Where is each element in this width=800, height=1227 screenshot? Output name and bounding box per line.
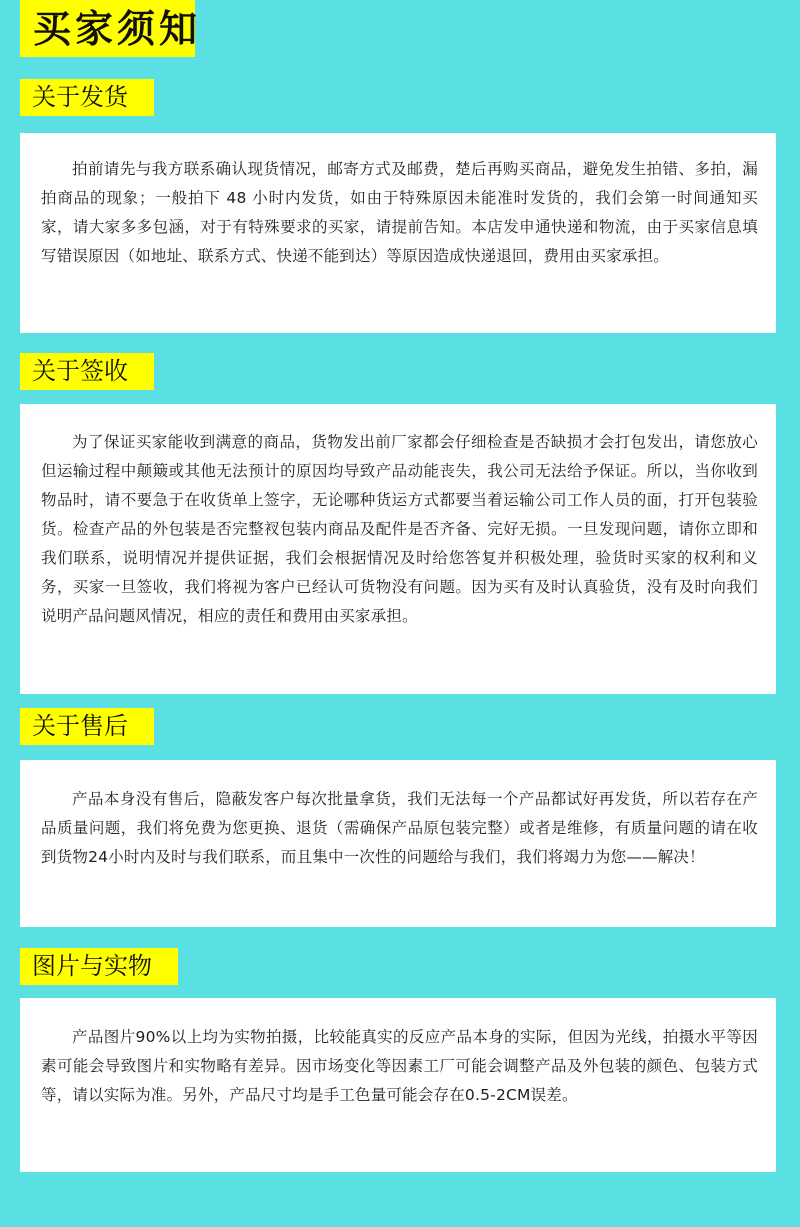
- section-label-aftersales: 关于售后: [20, 708, 154, 745]
- section-label-photos: 图片与实物: [20, 948, 178, 985]
- section-box-aftersales: [20, 760, 776, 927]
- page-title: 买家须知: [20, 0, 195, 57]
- section-label-receipt: 关于签收: [20, 353, 154, 390]
- section-text-receipt: 为了保证买家能收到满意的商品，货物发出前厂家都会仔细检查是否缺损才会打包发出，请您放心但运输过程中颠簸或其他无法预计的原因均导致产品动能丧失，我公司无法给予保证。所以，当你收到物品时，请不要急于在收货单上签字，无论哪种货运方式都要当着运输公司工作人员的面，打开包装验货。检查产品的外包装是否完整衩包装内商品及配件是否齐备、完好无损。一旦发现问题，请你立即和我们联系，说明情况并提供证据，我们会根据情况及时给您答复并积极处理，验货时买家的权利和义务，买家一旦签收，我们将视为客户已经认可货物没有问题。因为买有及时认真验货，没有及时向我们说明产品问题风情况，相应的责任和费用由买家承担。: [41, 433, 758, 625]
- section-text-photos: 产品图片90%以上均为实物拍摄，比较能真实的反应产品本身的实际，但因为光线，拍摄水平等因素可能会导致图片和实物略有差异。因市场变化等因素工厂可能会调整产品及外包装的颜色、包装方式等，请以实际为准。另外，产品尺寸均是手工色量可能会存在0.5-2CM误差。: [41, 1028, 758, 1104]
- section-label-shipping: 关于发货: [20, 79, 154, 116]
- section-text-shipping: 拍前请先与我方联系确认现货情况，邮寄方式及邮费，楚后再购买商品，避免发生拍错、多拍，漏拍商品的现象；一般拍下 48 小时内发货，如由于特殊原因未能准时发货的，我们会第一时间通知买家，请大家多多包涵，对于有特殊要求的买家，请提前告知。本店发申通快递和物流，由于买家信息填写错误原因（如地址、联系方式、快递不能到达）等原因造成快递退回，费用由买家承担。: [41, 160, 758, 265]
- section-text-aftersales: 产品本身没有售后，隐蔽发客户每次批量拿货，我们无法每一个产品都试好再发货，所以若存在产品质量问题，我们将免费为您更换、退货（需确保产品原包装完整）或者是维修，有质量问题的请在收到货物24小时内及时与我们联系，而且集中一次性的问题给与我们，我们将竭力为您——解决！: [41, 790, 758, 866]
- section-box-shipping: [20, 133, 776, 333]
- section-box-receipt: [20, 404, 776, 694]
- section-box-photos: [20, 998, 776, 1172]
